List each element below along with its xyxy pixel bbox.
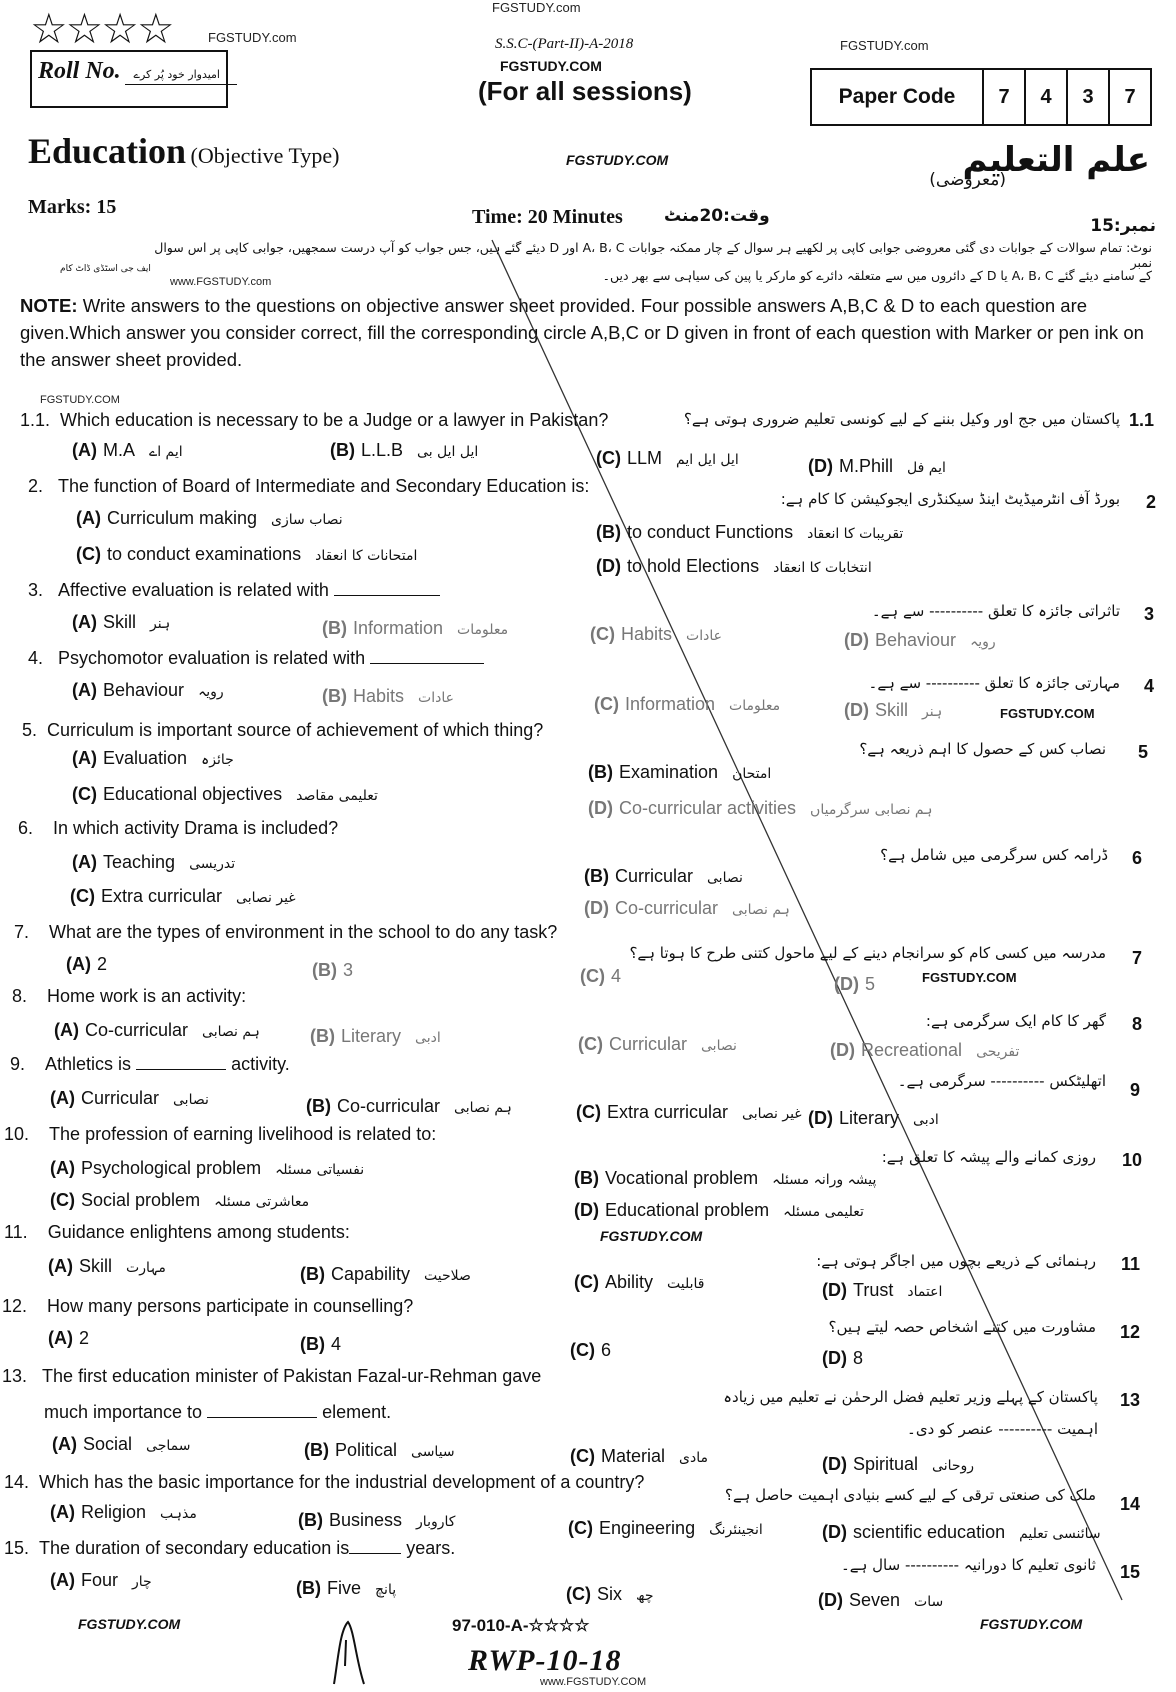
question-12-urdu-number: 12 (1119, 1322, 1140, 1342)
question-1: 1.1. Which education is necessary to be a Judge or a lawyer in Pakistan? (20, 410, 609, 430)
option-a[interactable]: (A) Four چار (50, 1570, 152, 1590)
option-b[interactable]: (B) 4 (300, 1334, 342, 1354)
option-c[interactable]: (C) Social problem معاشرتی مسئلہ (50, 1190, 310, 1210)
question-4-urdu-number: 4 (1143, 676, 1154, 696)
question-3-urdu-number: 3 (1143, 604, 1154, 624)
time-label-urdu: وقت:20منٹ (664, 206, 770, 226)
watermark: www.FGSTUDY.com (170, 276, 272, 288)
question-12: 12. How many persons participate in counselling? (2, 1296, 414, 1316)
question-11: 11. Guidance enlightens among students: (4, 1222, 350, 1242)
subject-title-urdu: علم التعلیم (962, 140, 1150, 180)
question-11-urdu: رہنمائی کے ذریعے بچوں میں اجاگر ہوتی ہے: (816, 1252, 1096, 1270)
question-13-urdu: پاکستان کے پہلے وزیر تعلیم فضل الرحمٰن نے تعلیم میں زیادہ (723, 1388, 1098, 1406)
option-b[interactable]: (B) Examination امتحان (588, 762, 772, 782)
question-6-urdu-number: 6 (1131, 848, 1142, 868)
option-b[interactable]: (B) to conduct Functions تقریبات کا انعقاد (596, 522, 904, 542)
question-14: 14. Which has the basic importance for the industrial development of a country? (4, 1472, 645, 1492)
option-d[interactable]: (D) to hold Elections انتخابات کا انعقاد (596, 556, 872, 576)
question-4-urdu: مہارتی جائزہ کا تعلق ---------- سے ہے۔ (868, 674, 1120, 692)
option-d[interactable]: (D) Co-curricular ہم نصابی (584, 898, 790, 918)
question-15: 15. The duration of secondary education is years. (4, 1538, 456, 1558)
question-5-urdu: نصاب کس کے حصول کا اہم ذریعہ ہے؟ (859, 740, 1106, 758)
option-c[interactable]: (C) Six چھ (566, 1584, 654, 1604)
footer-code: 97-010-A-☆☆☆☆ (452, 1616, 590, 1635)
option-a[interactable]: (A) Skill ہنر (72, 612, 171, 632)
question-4: 4. Psychomotor evaluation is related with (28, 648, 484, 669)
option-d[interactable]: (D) Seven سات (818, 1590, 944, 1610)
question-2-urdu: بورڈ آف انٹرمیڈیٹ اینڈ سیکنڈری ایجوکیشن کا کام ہے: (780, 490, 1120, 508)
question-13-urdu-number: 13 (1119, 1390, 1140, 1410)
question-10-urdu: روزی کمانے والے پیشہ کا تعلق ہے: (881, 1148, 1096, 1166)
question-9-urdu: اتھلیٹکس ---------- سرگرمی ہے۔ (897, 1072, 1106, 1090)
option-c[interactable]: (C) Educational objectives تعلیمی مقاصد (72, 784, 378, 804)
option-a[interactable]: (A) 2 (66, 954, 108, 974)
watermark: FGSTUDY.COM (78, 1616, 181, 1632)
option-a[interactable]: (A) Teaching تدریسی (72, 852, 236, 872)
option-d[interactable]: (D) Literary ادبی (808, 1108, 939, 1128)
question-1-urdu-number: 1.1 (1128, 410, 1154, 430)
option-a[interactable]: (A) Co-curricular ہم نصابی (54, 1020, 260, 1040)
option-a[interactable]: (A) Curricular نصابی (50, 1088, 209, 1108)
option-c[interactable]: (C) Extra curricular غیر نصابی (70, 886, 296, 906)
option-a[interactable]: (A) Social سماجی (52, 1434, 191, 1454)
question-5: 5. Curriculum is important source of achievement of which thing? (22, 720, 544, 740)
question-7-urdu: مدرسہ میں کسی کام کو سرانجام دینے کے لیے ماحول کتنی طرح کا ہوتا ہے؟ (629, 944, 1106, 962)
option-c[interactable]: (C) Extra curricular غیر نصابی (576, 1102, 802, 1122)
option-c[interactable]: (C) LLM ایل ایل ایم (596, 448, 739, 468)
question-9-urdu-number: 9 (1129, 1080, 1140, 1100)
option-c[interactable]: (C) to conduct examinations امتحانات کا انعقاد (76, 544, 418, 564)
option-c[interactable]: (C) 6 (570, 1340, 612, 1360)
roll-number-label: Roll No. (38, 58, 121, 84)
paper-code-digit: 4 (1024, 70, 1066, 124)
paper-code-digit: 7 (982, 70, 1024, 124)
question-8: 8. Home work is an activity: (12, 986, 247, 1006)
option-b[interactable]: (B) Co-curricular ہم نصابی (306, 1096, 512, 1116)
option-d[interactable]: (D) Trust اعتماد (822, 1280, 943, 1300)
question-1-urdu: پاکستان میں جج اور وکیل بننے کے لیے کونسی تعلیم ضروری ہوتی ہے؟ (683, 410, 1120, 428)
signature-icon (330, 1620, 366, 1686)
option-a[interactable]: (A) 2 (48, 1328, 90, 1348)
watermark: FGSTUDY.COM (500, 58, 602, 74)
option-a[interactable]: (A) Curriculum making نصاب سازی (76, 508, 343, 528)
question-3: 3. Affective evaluation is related with (28, 580, 440, 601)
question-13: 13. The first education minister of Pakistan Fazal-ur-Rehman gave (2, 1366, 542, 1386)
paper-code-label: Paper Code (838, 85, 956, 108)
option-d[interactable]: (D) scientific education سائنسی تعلیم (822, 1522, 1101, 1542)
question-2-urdu-number: 2 (1145, 492, 1156, 512)
subject-type: (Objective Type) (190, 143, 340, 168)
question-6-urdu: ڈرامہ کس سرگرمی میں شامل ہے؟ (880, 846, 1108, 864)
option-d[interactable]: (D) M.Phill ایم فل (808, 456, 946, 476)
option-d[interactable]: (D) 5 (834, 974, 876, 994)
watermark-urdu: ایف جی اسٹڈی ڈاٹ کام (60, 264, 151, 274)
subject-title: Education (28, 131, 187, 171)
note-text: Write answers to the questions on objective answer sheet provided. Four possible answers A,B,C & D to each question are given.Which answer you consider correct, fill the corresponding circle A,B,C or D given in front of each question with Marker or pen ink on the answer sheet provided. (20, 295, 1144, 370)
option-b[interactable]: (B) Vocational problem پیشہ ورانہ مسئلہ (574, 1168, 877, 1188)
option-b[interactable]: (B) Curricular نصابی (584, 866, 743, 886)
option-b[interactable]: (B) Literary ادبی (310, 1026, 441, 1046)
blank (207, 1417, 317, 1418)
option-c[interactable]: (C) 4 (580, 966, 622, 986)
stars-icon: ☆☆☆☆ (30, 5, 173, 52)
marks-label-urdu: نمبر:15 (1090, 216, 1156, 236)
watermark: FGSTUDY.COM (1000, 706, 1095, 721)
option-a[interactable]: (A) Evaluation جائزہ (72, 748, 234, 768)
question-8-urdu-number: 8 (1131, 1014, 1142, 1034)
question-10: 10. The profession of earning livelihood is related to: (4, 1124, 437, 1144)
blank (334, 595, 440, 596)
watermark: FGSTUDY.com (208, 30, 297, 45)
watermark: FGSTUDY.COM (566, 152, 669, 168)
paper-code-digit: 7 (1108, 70, 1150, 124)
question-10-urdu-number: 10 (1121, 1150, 1142, 1170)
option-a[interactable]: (A) Religion مذہب (50, 1502, 197, 1522)
watermark: FGSTUDY.COM (40, 394, 120, 406)
option-b[interactable]: (B) Information معلومات (322, 618, 509, 638)
question-13-line2: much importance to element. (44, 1402, 392, 1422)
paper-code-digit: 3 (1066, 70, 1108, 124)
time-label: Time: 20 Minutes (472, 206, 623, 228)
watermark: www.FGSTUDY.COM (540, 1676, 647, 1688)
blank (136, 1069, 226, 1070)
note-urdu-line1: نوٹ: تمام سوالات کے جوابات دی گئی معروضی جوابی کاپی پر لکھیے ہر سوال کے چار ممکنہ جوابات A، B، C اور D دیئے گئے ہیں، جس جواب کو آپ درست سمجھیں، جوابی کاپی پر اس سوال نمبر (154, 240, 1152, 270)
question-14-urdu: ملک کی صنعتی ترقی کے لیے کسے بنیادی اہمیت حاصل ہے؟ (724, 1486, 1096, 1504)
question-8-urdu: گھر کا کام ایک سرگرمی ہے: (925, 1012, 1106, 1030)
watermark: FGSTUDY.com (492, 0, 581, 15)
option-d[interactable]: (D) Educational problem تعلیمی مسئلہ (574, 1200, 864, 1220)
handwritten-code: RWP-10-18 (468, 1644, 622, 1677)
option-c[interactable]: (C) Material مادی (570, 1446, 708, 1466)
note-urdu-line2: کے سامنے دیئے گئے A، B، C یا D کے دائروں میں سے متعلقہ دائرے کو مارکر یا پین کی سیاہی سے بھر دیں۔ (602, 268, 1152, 283)
watermark: FGSTUDY.COM (922, 970, 1017, 985)
option-a[interactable]: (A) Skill مہارت (48, 1256, 166, 1276)
question-15-urdu-number: 15 (1119, 1562, 1140, 1582)
option-d[interactable]: (D) Skill ہنر (844, 700, 943, 720)
question-13-urdu-line2: اہمیت ---------- عنصر کو دی۔ (907, 1420, 1098, 1438)
question-6: 6. In which activity Drama is included? (18, 818, 339, 838)
option-c[interactable]: (C) Information معلومات (594, 694, 781, 714)
option-b[interactable]: (B) Five پانچ (296, 1578, 397, 1598)
question-9: 9. Athletics is activity. (10, 1054, 290, 1074)
question-14-urdu-number: 14 (1119, 1494, 1140, 1514)
option-a[interactable]: (A) Behaviour رویہ (72, 680, 224, 700)
option-c[interactable]: (C) Engineering انجینئرنگ (568, 1518, 763, 1538)
exam-title: S.S.C-(Part-II)-A-2018 (495, 36, 634, 52)
blank (349, 1553, 401, 1554)
option-b[interactable]: (B) Habits عادات (322, 686, 454, 706)
question-11-urdu-number: 11 (1120, 1254, 1140, 1274)
option-b[interactable]: (B) Business کاروبار (298, 1510, 456, 1530)
roll-number-urdu: امیدوار خود پُر کرے (133, 68, 220, 81)
question-2: 2. The function of Board of Intermediate and Secondary Education is: (28, 476, 590, 496)
option-d[interactable]: (D) Behaviour رویہ (844, 630, 996, 650)
question-7: 7. What are the types of environment in the school to do any task? (14, 922, 558, 942)
question-15-urdu: ثانوی تعلیم کا دورانیہ ---------- سال ہے۔ (841, 1556, 1096, 1574)
question-3-urdu: تاثراتی جائزہ کا تعلق ---------- سے ہے۔ (871, 602, 1120, 620)
option-b[interactable]: (B) L.L.B ایل ایل بی (330, 440, 479, 460)
option-a[interactable]: (A) M.A ایم اے (72, 440, 183, 460)
watermark: FGSTUDY.COM (980, 1616, 1083, 1632)
subject-type-urdu: (معروضی) (929, 170, 1006, 190)
option-c[interactable]: (C) Curricular نصابی (578, 1034, 737, 1054)
question-7-urdu-number: 7 (1131, 948, 1142, 968)
sessions-label: (For all sessions) (478, 76, 692, 106)
option-b[interactable]: (B) Capability صلاحیت (300, 1264, 471, 1284)
option-b[interactable]: (B) Political سیاسی (304, 1440, 455, 1460)
watermark: FGSTUDY.COM (600, 1228, 703, 1244)
option-c[interactable]: (C) Habits عادات (590, 624, 722, 644)
question-5-urdu-number: 5 (1137, 742, 1148, 762)
option-d[interactable]: (D) Spiritual روحانی (822, 1454, 975, 1474)
option-d[interactable]: (D) 8 (822, 1348, 864, 1368)
watermark: FGSTUDY.com (840, 38, 929, 53)
option-c[interactable]: (C) Ability قابلیت (574, 1272, 705, 1292)
option-d[interactable]: (D) Co-curricular activities ہم نصابی سرگرمیاں (588, 798, 933, 818)
note-label: NOTE: (20, 295, 78, 316)
option-a[interactable]: (A) Psychological problem نفسیاتی مسئلہ (50, 1158, 365, 1178)
marks-label: Marks: 15 (28, 196, 117, 218)
question-12-urdu: مشاورت میں کتنے اشخاص حصہ لیتے ہیں؟ (828, 1318, 1096, 1336)
blank (370, 663, 484, 664)
option-d[interactable]: (D) Recreational تفریحی (830, 1040, 1020, 1060)
option-b[interactable]: (B) 3 (312, 960, 354, 980)
